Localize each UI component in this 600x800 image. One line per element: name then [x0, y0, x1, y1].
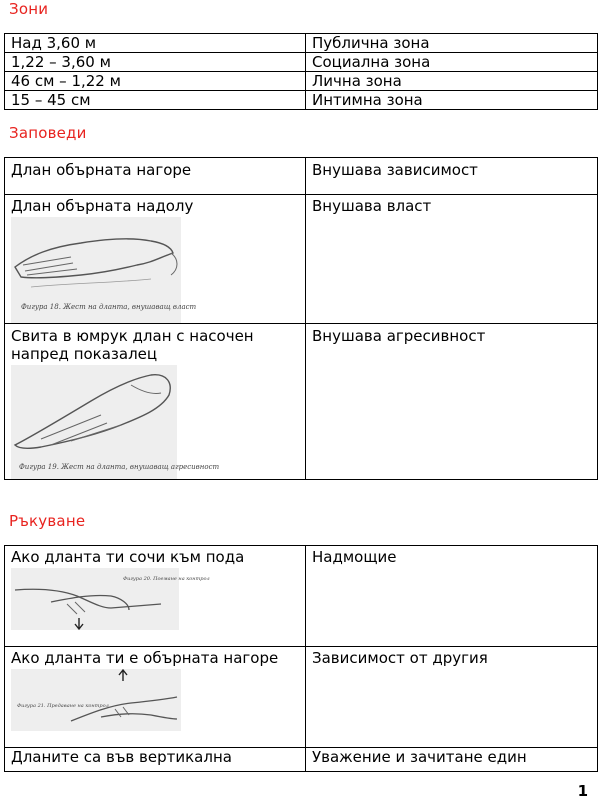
- palm-up-handshake-illustration: [11, 669, 181, 731]
- table-row: [5, 53, 598, 72]
- table-row: [5, 158, 598, 195]
- zone-cell: Лична зона: [306, 72, 598, 91]
- gesture-cell: [5, 546, 306, 647]
- zone-cell: Социална зона: [306, 53, 598, 72]
- gesture-text: Ако дланта ти е обърната нагоре: [11, 649, 279, 667]
- table-row: [5, 324, 598, 480]
- gesture-cell: [5, 748, 306, 772]
- svg-text:Фигура 18. Жест на дланта, вну: Фигура 18. Жест на дланта, внушаващ власт: [21, 303, 197, 311]
- meaning-text: Уважение и зачитане един: [312, 748, 527, 766]
- gesture-cell: [5, 158, 306, 195]
- svg-text:Фигура 20. Поемане на контрол: Фигура 20. Поемане на контрол: [123, 576, 210, 582]
- zone-cell: Публична зона: [306, 34, 598, 53]
- palm-down-handshake-illustration: [11, 568, 210, 630]
- meaning-text: Надмощие: [312, 548, 397, 566]
- section-heading-handshake: Ръкуване: [9, 512, 86, 530]
- table-row: [5, 195, 598, 324]
- table-row: [5, 647, 598, 748]
- meaning-cell: [306, 748, 598, 772]
- palm-down-figure: [11, 217, 197, 323]
- table-row: [5, 546, 598, 647]
- pointing-finger-figure: [11, 365, 220, 479]
- dominant-handshake-figure: [11, 568, 210, 630]
- gesture-cell: [5, 195, 306, 324]
- distance-cell: 1,22 – 3,60 м: [5, 53, 306, 72]
- handshake-table: [4, 545, 598, 772]
- pointing-fist-illustration: [11, 365, 220, 479]
- page-number: 1: [577, 782, 588, 800]
- submissive-handshake-figure: [11, 669, 181, 731]
- commands-table: [4, 157, 598, 480]
- section-heading-commands: Заповеди: [9, 124, 87, 142]
- gesture-text: Длан обърната нагоре: [11, 161, 192, 179]
- table-row: [5, 72, 598, 91]
- gesture-text: Дланите са във вертикална: [11, 748, 232, 766]
- table-row: [5, 748, 598, 772]
- section-heading-zones: Зони: [9, 0, 49, 18]
- gesture-cell: [5, 324, 306, 480]
- meaning-cell: [306, 546, 598, 647]
- gesture-cell: [5, 647, 306, 748]
- svg-text:Фигура 19. Жест на дланта, вну: Фигура 19. Жест на дланта, внушаващ агресивност: [19, 463, 220, 471]
- meaning-text: Зависимост от другия: [312, 649, 488, 667]
- palm-down-hand-illustration: [11, 217, 197, 323]
- gesture-text: Ако дланта ти сочи към пода: [11, 548, 245, 566]
- meaning-text: Внушава зависимост: [312, 161, 478, 179]
- gesture-text: Длан обърната надолу: [11, 197, 194, 215]
- meaning-cell: [306, 195, 598, 324]
- meaning-cell: [306, 647, 598, 748]
- distance-cell: 15 – 45 см: [5, 91, 306, 110]
- table-row: [5, 91, 598, 110]
- meaning-text: Внушава агресивност: [312, 327, 486, 345]
- distance-cell: Над 3,60 м: [5, 34, 306, 53]
- zone-cell: Интимна зона: [306, 91, 598, 110]
- distance-cell: 46 см – 1,22 м: [5, 72, 306, 91]
- zones-table: [4, 33, 598, 110]
- gesture-text: Свита в юмрук длан с насочен напред показалец: [11, 327, 254, 363]
- svg-text:Фигура 21. Предаване на контро: Фигура 21. Предаване на контрол: [17, 703, 109, 709]
- meaning-text: Внушава власт: [312, 197, 432, 215]
- meaning-cell: [306, 158, 598, 195]
- table-row: [5, 34, 598, 53]
- meaning-cell: [306, 324, 598, 480]
